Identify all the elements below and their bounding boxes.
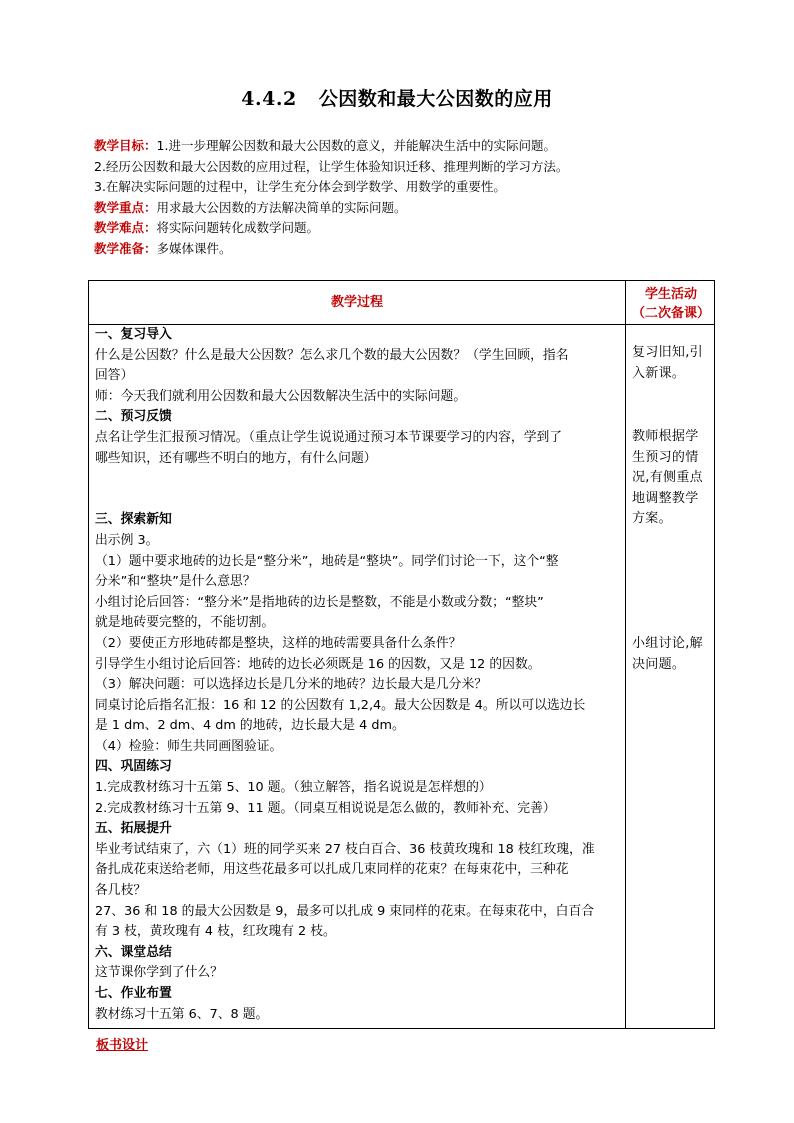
process-line: 出示例 3。: [95, 532, 159, 548]
intro-text: 多媒体课件。: [156, 240, 232, 256]
intro-text: 3.在解决实际问题的过程中，让学生充分体会到学数学、用数学的重要性。: [94, 179, 506, 195]
intro-line: [94, 239, 714, 260]
activity-note-line: 况,有侧重点: [632, 470, 703, 486]
process-line: 这节课你学到了什么？: [95, 965, 223, 981]
process-line: （2）要使正方形地砖都是整块，这样的地砖需要具备什么条件？: [95, 635, 462, 651]
board-design-link[interactable]: 板书设计: [96, 1038, 149, 1053]
process-line: 各几枝？: [95, 883, 147, 899]
intro-text: 用求最大公因数的方法解决简单的实际问题。: [156, 199, 407, 215]
intro-line: [94, 136, 714, 157]
section-heading: 五、拓展提升: [95, 821, 172, 837]
activity-note-line: 地调整教学: [632, 490, 699, 506]
column-divider: [625, 281, 626, 1028]
process-line: 毕业考试结束了，六（1）班的同学买来 27 枝白百合、36 枝黄玫瑰和 18 枝红玫瑰，准: [95, 841, 595, 857]
section-heading: 七、作业布置: [95, 986, 172, 1001]
intro-line: [94, 177, 714, 198]
activity-note-line: 决问题。: [632, 656, 686, 672]
process-line: 哪些知识，还有哪些不明白的地方，有什么问题）: [95, 450, 377, 466]
section-heading: 二、预习反馈: [95, 409, 172, 425]
activity-note-line: 方案。: [632, 511, 672, 527]
process-line: 备扎成花束送给老师，用这些花最多可以扎成几束同样的花束？在每束花中，三种花: [95, 862, 569, 878]
header-student-activity: [626, 285, 716, 323]
section-heading: 六、课堂总结: [95, 944, 172, 960]
section-heading: 一、复习导入: [95, 327, 172, 342]
section-heading: 四、巩固练习: [95, 759, 172, 775]
process-line: 27、36 和 18 的最大公因数是 9，最多可以扎成 9 束同样的花束。在每束花中，白百合: [95, 903, 595, 919]
process-line: 是 1 dm、2 dm、4 dm 的地砖，边长最大是 4 dm。: [95, 718, 405, 734]
process-line: 2.完成教材练习十五第 9、11 题。（同桌互相说说是怎么做的，教师补充、完善）: [95, 800, 556, 816]
process-line: 师：今天我们就利用公因数和最大公因数解决生活中的实际问题。: [95, 388, 467, 404]
process-line: 引导学生小组讨论后回答：地砖的边长必须既是 16 的因数，又是 12 的因数。: [95, 656, 541, 672]
page-title: [0, 84, 794, 111]
activity-note-review: [632, 343, 714, 384]
intro-text: 1.进一步理解公因数和最大公因数的意义，并能解决生活中的实际问题。: [156, 138, 556, 153]
process-line: （3）解决问题：可以选择边长是几分米的地砖？边长最大是几分米？: [95, 677, 488, 693]
lesson-title: 公因数和最大公因数的应用: [318, 88, 553, 110]
activity-note-line: 入新课。: [632, 365, 686, 381]
activity-note-preview: [632, 427, 714, 530]
lesson-table: [88, 280, 715, 1029]
activity-note-line: 小组讨论,解: [632, 636, 703, 651]
teaching-process-content: [95, 325, 621, 1025]
process-line: 教材练习十五第 6、7、8 题。: [95, 1006, 269, 1022]
process-line: 有 3 枝，黄玫瑰有 4 枝，红玫瑰有 2 枝。: [95, 924, 336, 940]
activity-note-discussion: [632, 634, 714, 675]
process-line: 1.完成教材练习十五第 5、10 题。（独立解答，指名说说是怎样想的）: [95, 780, 492, 796]
header-teaching-process: 教学过程: [330, 295, 383, 310]
header-student-activity-title: 学生活动: [644, 287, 697, 302]
process-line: （4）检验：师生共同画图验证。: [95, 738, 283, 754]
process-line: 就是地砖要完整的，不能切割。: [95, 615, 275, 631]
process-line: 回答）: [95, 368, 134, 384]
intro-line: [94, 218, 714, 239]
lesson-number: 4.4.2: [241, 88, 297, 110]
process-line: 同桌讨论后指名汇报：16 和 12 的公因数有 1,2,4。最大公因数是 4。所以可以选边长: [95, 697, 586, 713]
process-line: [95, 490, 621, 511]
intro-label: 教学难点：: [94, 220, 157, 236]
activity-note-line: 教师根据学: [632, 429, 699, 444]
activity-note-line: 复习旧知,引: [632, 345, 703, 360]
intro-label: 教学目标：: [94, 138, 157, 153]
header-second-prep: （二次备课）: [631, 306, 710, 321]
activity-note-line: 生预习的情: [632, 449, 699, 465]
process-line: 什么是公因数？什么是最大公因数？怎么求几个数的最大公因数？（学生回顾，指名: [95, 347, 569, 363]
process-line: 分米”和“整块”是什么意思？: [95, 574, 256, 590]
process-line: 点名让学生汇报预习情况。（重点让学生说说通过预习本节课要学习的内容，学到了: [95, 429, 563, 445]
intro-text: 将实际问题转化成数学问题。: [156, 220, 320, 236]
process-line: 小组讨论后回答：“整分米”是指地砖的边长是整数，不能是小数或分数；“整块”: [95, 594, 544, 610]
intro-text: 2.经历公因数和最大公因数的应用过程，让学生体验知识迁移、推理判断的学习方法。: [94, 158, 569, 174]
intro-label: 教学准备：: [94, 240, 157, 256]
process-line: [95, 469, 621, 490]
intro-line: [94, 198, 714, 219]
section-heading: 三、探索新知: [95, 512, 172, 528]
intro-label: 教学重点：: [94, 199, 157, 215]
process-line: （1）题中要求地砖的边长是“整分米”，地砖是“整块”。同学们讨论一下，这个“整: [95, 553, 559, 569]
intro-line: [94, 157, 714, 178]
teaching-goals-section: [94, 136, 714, 260]
